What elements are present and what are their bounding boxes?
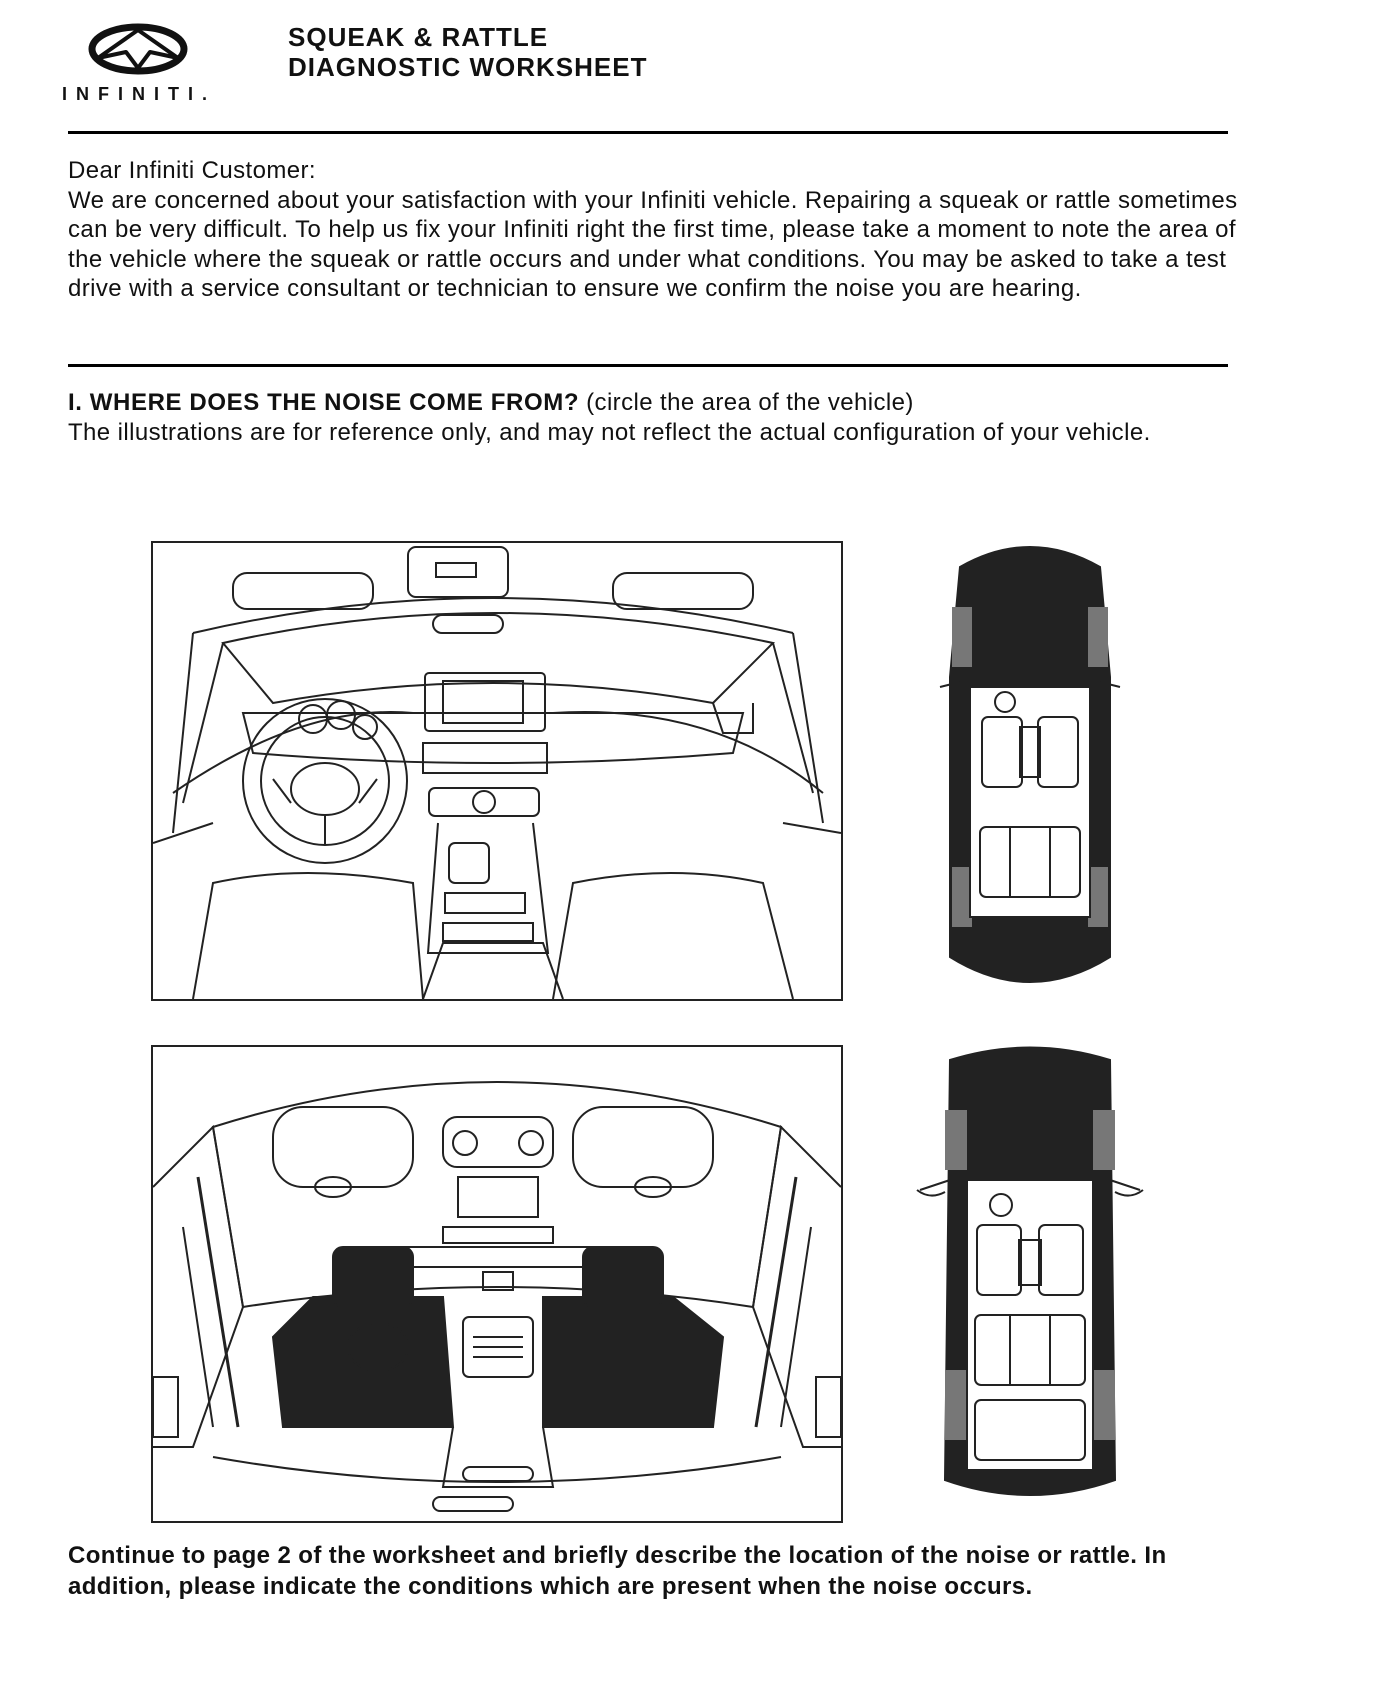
header-divider [68,131,1228,134]
suv-top-view[interactable] [915,1040,1145,1510]
section-divider [68,364,1228,367]
infiniti-emblem-icon [88,22,188,78]
sedan-top-view[interactable] [930,537,1130,1002]
rear-cabin-illustration[interactable] [151,1045,843,1523]
greeting: Dear Infiniti Customer: [68,157,316,184]
page-title [288,22,647,82]
footer-instruction: Continue to page 2 of the worksheet and briefly describe the location of the noise or rattle. In addition, please indicate the conditions which are present when the noise occurs. [68,1542,1167,1600]
section-instruction: (circle the area of the vehicle) [579,389,914,416]
title-line-2: DIAGNOSTIC WORKSHEET [288,52,648,82]
title-line-1: SQUEAK & RATTLE [288,22,549,52]
section-noise-location [68,388,1238,447]
infiniti-logo [62,22,222,112]
section-heading-line [68,388,1238,418]
front-cabin-illustration[interactable] [151,541,843,1001]
section-heading: I. WHERE DOES THE NOISE COME FROM? [68,389,580,416]
section-note: The illustrations are for reference only, and may not reflect the actual configuration of your vehicle. [68,418,1151,446]
intro-letter [68,156,1238,304]
intro-body: We are concerned about your satisfaction with your Infiniti vehicle. Repairing a squeak or rattle sometimes can be very difficult. To help us fix your Infiniti right the first time, please take a moment to note the area of the vehicle where the squeak or rattle occurs and under what conditions. You may be asked to take a test drive with a service consultant or technician to ensure we confirm the noise you are hearing. [68,186,1238,302]
brand-wordmark: INFINITI. [62,84,216,104]
